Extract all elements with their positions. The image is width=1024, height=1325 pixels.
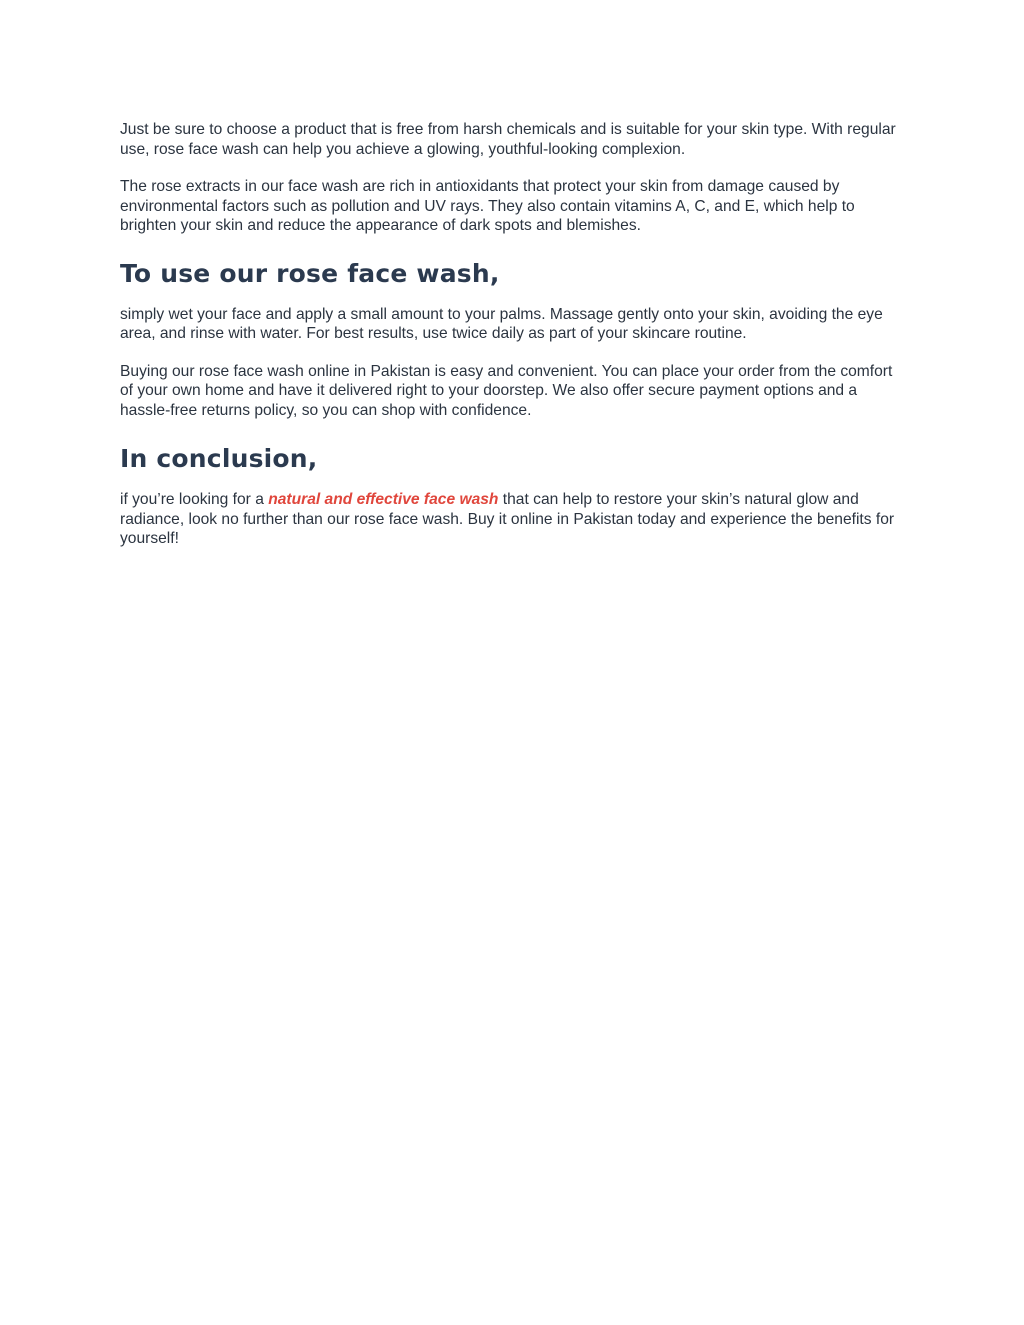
heading-conclusion: In conclusion, <box>120 444 318 473</box>
conclusion-text-before-link: if you’re looking for a <box>120 491 269 508</box>
paragraph-conclusion <box>120 490 905 549</box>
paragraph-product-choice: Just be sure to choose a product that is free from harsh chemicals and is suitable for your skin type. With regular use, rose face wash can help you achieve a glowing, youthful-looking complexion. <box>120 121 896 158</box>
paragraph-usage-instructions: simply wet your face and apply a small amount to your palms. Massage gently onto your skin, avoiding the eye area, and rinse with water. For best results, use twice daily as part of your skincare routine. <box>120 305 883 342</box>
paragraph-buying-online: Buying our rose face wash online in Pakistan is easy and convenient. You can place your order from the comfort of your own home and have it delivered right to your doorstep. We also offer secure payment options and a hassle-free returns policy, so you can shop with confidence. <box>120 362 893 419</box>
document-page <box>120 120 905 567</box>
conclusion-text-after-link: that can help to restore your skin’s natural glow and radiance, look no further than our rose face wash. Buy it online in Pakistan today and experience the benefits for yourself! <box>120 491 895 547</box>
heading-how-to-use: To use our rose face wash, <box>120 258 500 288</box>
paragraph-rose-extracts: The rose extracts in our face wash are rich in antioxidants that protect your skin from damage caused by environmental factors such as pollution and UV rays. They also contain vitamins A, C, and E, which help to brighten your skin and reduce the appearance of dark spots and blemishes. <box>120 178 855 234</box>
face-wash-link[interactable]: natural and effective face wash <box>268 491 499 508</box>
